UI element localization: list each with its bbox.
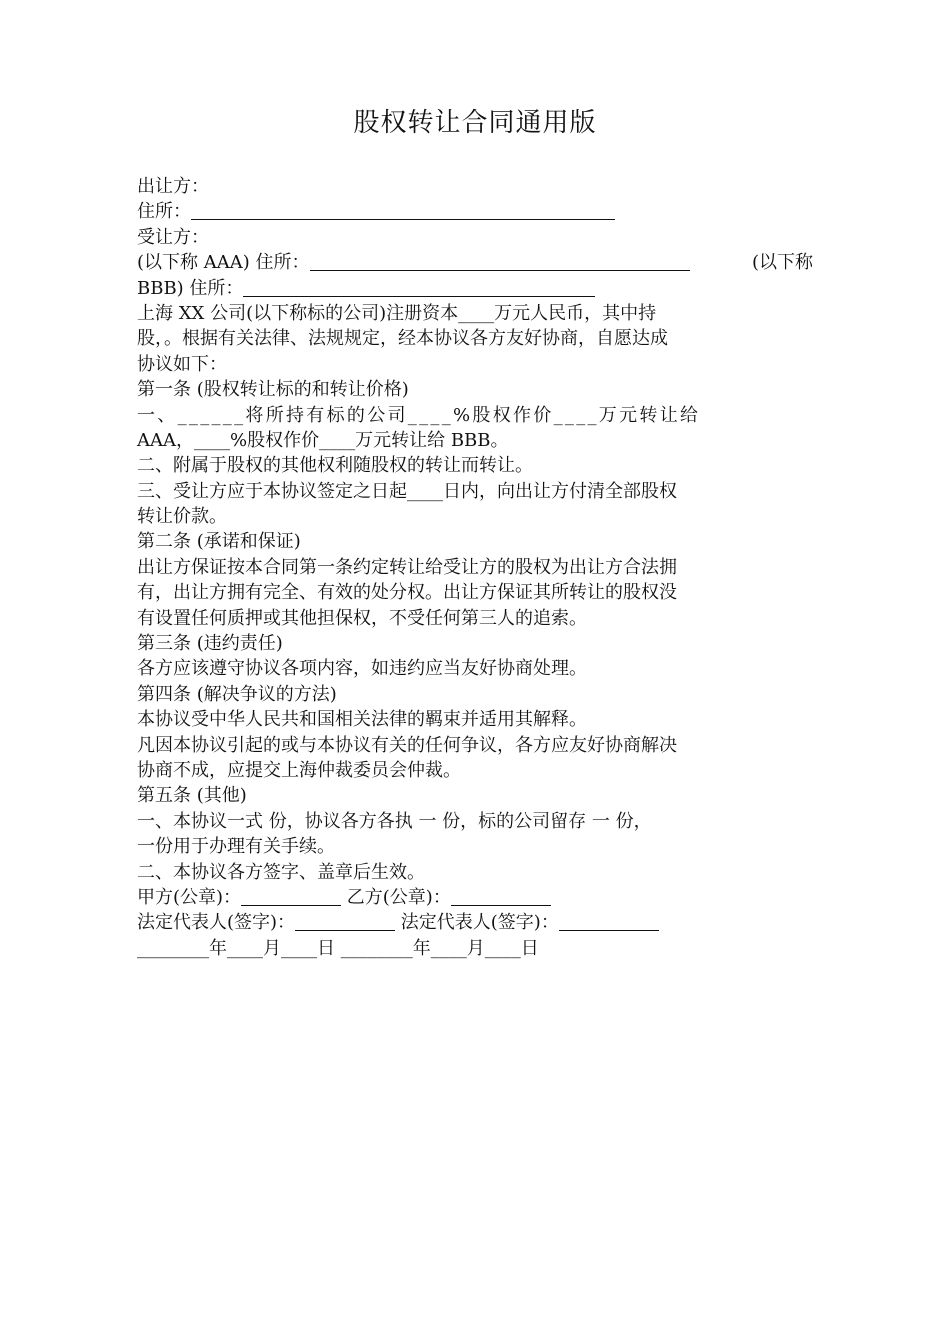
- line-bbb-address: BBB) 住所：: [137, 276, 813, 301]
- line-agreement-intro: 协议如下：: [137, 353, 227, 375]
- signature-representative-line: 法定代表人(签字)： 法定代表人(签字)：: [137, 910, 813, 935]
- article-2-text-3: 有设置任何质押或其他担保权，不受任何第三人的追索。: [137, 607, 587, 629]
- article-1-clause-3: 三、受让方应于本协议签定之日起____日内，向出让方付清全部股权: [137, 480, 677, 502]
- blank-underline: [295, 912, 395, 931]
- blank-underline: [243, 278, 595, 297]
- article-3-heading: 第三条 (违约责任): [137, 633, 283, 655]
- document-body: [137, 174, 813, 961]
- article-5-clause-1-cont: 一份用于办理有关手续。: [137, 836, 335, 858]
- signature-seal-line: 甲方(公章)： 乙方(公章)：: [137, 885, 813, 910]
- article-1-clause-3-cont: 转让价款。: [137, 506, 227, 528]
- line-buyer: 受让方：: [137, 226, 209, 248]
- signature-date-line: ________年____月____日 ________年____月____日: [137, 937, 539, 959]
- article-5-clause-1: 一、本协议一式 份，协议各方各执 一 份，标的公司留存 一 份，: [137, 810, 652, 832]
- blank-underline: [310, 252, 690, 271]
- blank-underline: [559, 912, 659, 931]
- blank-underline: [451, 887, 551, 906]
- line-seller: 出让方：: [137, 176, 209, 197]
- article-3-text: 各方应该遵守协议各项内容，如违约应当友好协商处理。: [137, 658, 587, 680]
- line-negotiation: 股，。根据有关法律、法规规定，经本协议各方友好协商，自愿达成: [137, 328, 668, 350]
- article-4-text-2: 凡因本协议引起的或与本协议有关的任何争议，各方应友好协商解决: [137, 734, 677, 756]
- article-1-clause-1-cont: AAA，____%股权作价____万元转让给 BBB。: [137, 429, 509, 451]
- article-1-clause-2: 二、附属于股权的其他权利随股权的转让而转让。: [137, 455, 533, 477]
- line-company-capital: 上海 XX 公司(以下称标的公司)注册资本____万元人民币，其中持: [137, 302, 657, 324]
- article-4-heading: 第四条 (解决争议的方法): [137, 683, 337, 705]
- article-5-clause-2: 二、本协议各方签字、盖章后生效。: [137, 861, 425, 883]
- article-4-text-1: 本协议受中华人民共和国相关法律的羁束并适用其解释。: [137, 709, 587, 731]
- article-2-text-1: 出让方保证按本合同第一条约定转让给受让方的股权为出让方合法拥: [137, 556, 677, 578]
- article-1-heading: 第一条 (股权转让标的和转让价格): [137, 379, 409, 401]
- line-aaa-address: (以下称 AAA) 住所： (以下称: [137, 252, 813, 274]
- article-5-heading: 第五条 (其他): [137, 785, 247, 807]
- article-2-text-2: 有，出让方拥有完全、有效的处分权。出让方保证其所转让的股权没: [137, 582, 677, 604]
- line-seller-address: 住所：: [137, 199, 813, 224]
- blank-underline: [191, 201, 615, 220]
- article-1-clause-1: 一、______将所持有标的公司____%股权作价____万元转让给: [137, 404, 701, 426]
- article-4-text-3: 协商不成，应提交上海仲裁委员会仲裁。: [137, 759, 461, 781]
- blank-underline: [241, 887, 341, 906]
- document-title: 股权转让合同通用版: [353, 108, 597, 138]
- article-2-heading: 第二条 (承诺和保证): [137, 531, 301, 553]
